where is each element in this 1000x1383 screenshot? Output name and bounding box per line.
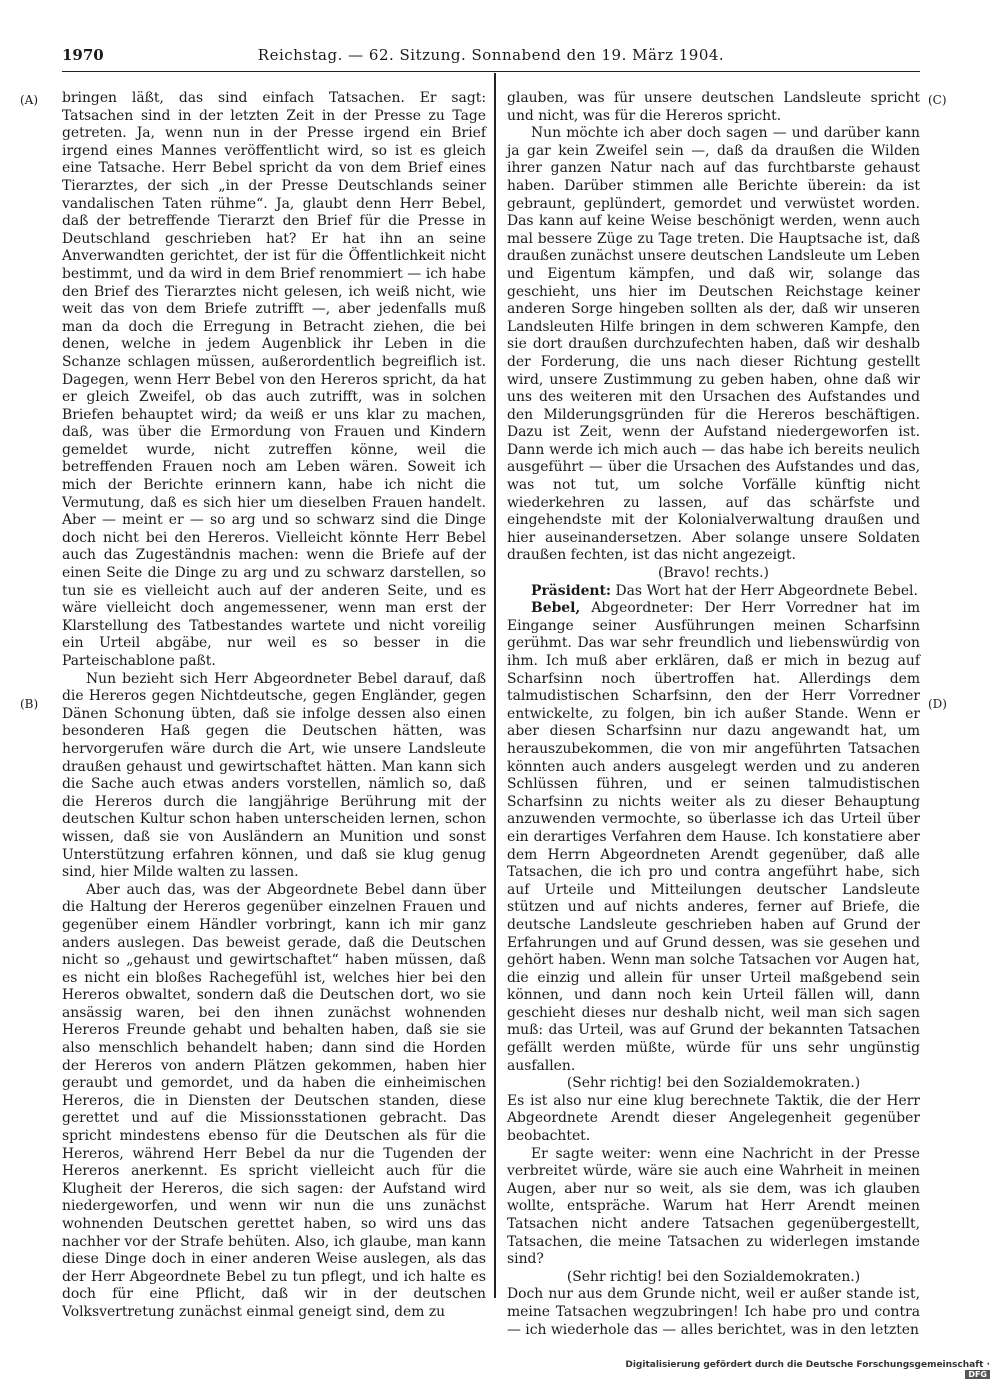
paragraph: Doch nur aus dem Grunde nicht, weil er außer stande ist, meine Tatsachen wegzubringen! Ich habe pro und contra — ich wiederhole das — alles berichtet, was in den letzten <box>507 1286 920 1338</box>
president-statement <box>507 583 920 601</box>
paragraph: Nun bezieht sich Herr Abgeordneter Bebel darauf, daß die Hereros gegen Nichtdeutsche, gegen Engländer, gegen Dänen Schonung übten, daß sie infolge dessen also einen besonderen Haß gegen die Deutschen hätten, was hervorgerufen wäre durch die Art, wie unsere Landsleute draußen gehaust und gewirtschaftet hätten. Man kann sich die Sache auch etwas anders vorstellen, nämlich so, daß die Hereros durch die langjährige Berührung mit der deutschen Kultur schon haben unterscheiden lernen, schon wissen, daß sie von Ausländern an Munition und sonst Unterstützung erfahren können, und daß sie klug genug sind, hier Milde walten zu lassen. <box>62 670 486 881</box>
paragraph: bringen läßt, das sind einfach Tatsachen. Er sagt: Tatsachen sind in der letzten Zeit in der Presse zu Tage getreten. Ja, wenn nun in der Presse irgend ein Brief irgend eines Mannes veröffentlicht wird, so ist es gleich eine Tatsache. Herr Bebel spricht da von dem Brief eines Tierarztes, der sich „in der Presse Deutschlands seiner vandalischen Taten rühme“. Ja, glaubt denn Herr Bebel, daß der betreffende Tierarzt den Brief für die Presse in Deutschland geschrieben hat? Er hat ihn an seine Anverwandten gerichtet, der ist für die Öffentlichkeit nicht bestimmt, und da wird in dem Brief renommiert — ich habe den Brief des Tierarztes nicht gelesen, ich weiß nicht, wie weit das von dem Briefe zutrifft —, aber jedenfalls muß man da doch die Erregung in Betracht ziehen, die bei denen, welche in jedem Augenblick ihr Leben in die Schanze schlagen müssen, außerordentlich begreiflich ist. Dagegen, wenn Herr Bebel von den Hereros spricht, da hat er gleich Zweifel, ob das auch zutrifft, was in solchen Briefen behauptet wird; da weiß er uns klar zu machen, daß, was über die Ermordung von Frauen und Kindern gemeldet wurde, nicht zutreffen könne, weil die betreffenden Frauen noch am Leben wären. Soweit ich mich der Berichte erinnern kann, habe ich nicht die Vermutung, daß es sich hier um dieselben Frauen handelt. Aber — meint er — so arg und so schwarz sind die Dinge doch nicht bei den Hereros. Vielleicht könnte Herr Bebel auch das Zugeständnis machen: wenn die Briefe auf der einen Seite die Dinge zu arg und zu schwarz darstellen, so tun sie es vielleicht auch auf der anderen Seite, und es wäre vielleicht doch angemessener, wenn man erst der Klarstellung des Tatbestandes wartete und nicht voreilig ein Urteil abgäbe, nur weil es so besser in die Parteischablone paßt. <box>62 90 486 669</box>
speech-paragraph <box>507 600 920 1075</box>
margin-marker-d: (D) <box>928 697 947 711</box>
digitization-credit <box>620 1360 990 1379</box>
interjection: (Sehr richtig! bei den Sozialdemokraten.) <box>566 1075 861 1092</box>
speaker-name: Präsident: <box>531 582 612 599</box>
speech-text: Das Wort hat der Herr Abgeordnete Bebel. <box>615 582 918 599</box>
paragraph: glauben, was für unsere deutschen Landsleute spricht und nicht, was für die Hereros spricht. <box>507 90 920 124</box>
speaker-name: Bebel, <box>531 600 581 617</box>
paragraph: Nun möchte ich aber doch sagen — und darüber kann ja gar kein Zweifel sein —, daß da draußen die Wilden ihrer ganzen Natur nach auf das furchtbarste gehaust haben. Darüber stimmen alle Berichte überein: da ist gebraunt, geplündert, gemordet und verwüstet worden. Das kann auf keine Weise beschönigt werden, wenn auch mal bessere Züge zu Tage treten. Die Hauptsache ist, daß draußen zunächst unsere deutschen Landsleute um Leben und Eigentum kämpfen, und daß wir, solange das geschieht, uns hier im Deutschen Reichstage keiner anderen Sorge hingeben sollten als der, daß wir unseren Landsleuten Hilfe bringen in dem schweren Kampfe, den sie dort draußen durchzufechten haben, daß wir deshalb der Forderung, die uns nach dieser Richtung gestellt wird, unsere Zustimmung zu geben haben, ohne daß wir uns des weiteren mit den Ursachen des Aufstandes und den Milderungsgründen für die Hereros beschäftigen. Dazu ist Zeit, wenn der Aufstand niedergeworfen ist. Dann werde ich mich auch — das habe ich bereits neulich ausgeführt — über die Ursachen des Aufstandes und das, was not tut, um solche Vorfälle künftig nicht wiederkehren zu lassen, auf das schärfste und eingehendste mit der Kolonialverwaltung draußen und hier auseinandersetzen. Aber solange unsere Soldaten draußen fechten, ist das nicht angezeigt. <box>507 125 920 564</box>
interjection: (Bravo! rechts.) <box>658 565 769 582</box>
margin-marker-c: (C) <box>928 93 947 107</box>
speech-text: Abgeordneter: Der Herr Vorredner hat im Eingange seiner Ausführungen meinen Scharfsinn gerühmt. Das war sehr freundlich und liebenswürdig von ihm. Ich muß aber erklären, daß er mich in bezug auf Scharfsinn noch übertroffen hat. Allerdings dem talmudistischen Scharfsinn, den der Herr Vorredner entwickelte, zu folgen, bin ich außer Stande. Wenn er aber diesen Scharfsinn nur dazu angewandt hat, um herauszubekommen, die von mir angeführten Tatsachen könnten auch anders ausgelegt werden und zu anderen Schlüssen führen, und er seinen talmudistischen Scharfsinn zu nichts weiter als zu dieser Behauptung anzuwenden vermochte, so überlasse ich das Urteil über ein derartiges Verfahren dem Hause. Ich konstatiere aber dem Herrn Abgeordneten Arendt gegenüber, daß alle Tatsachen, die ich pro und contra angeführt habe, sich auf Urteile und Mitteilungen deutscher Landsleute stützen und auf nichts anderes, ferner auf Briefe, die deutsche Landsleute geschrieben haben auf Grund der Erfahrungen und auf Grund dessen, was sie gesehen und gehört haben. Wenn man solche Tatsachen vor Augen hat, die einzig und allein für unser Urteil maßgebend sein können, und dann noch kein Urteil fällen will, dann geschieht dieses nur deshalb nicht, weil man sich sagen muß: das Urteil, was auf Grund der bekannten Tatsachen gefällt werden müßte, würde für uns sehr ungünstig ausfallen. <box>507 600 920 1074</box>
page-number: 1970 <box>62 46 104 64</box>
paragraph: Er sagte weiter: wenn eine Nachricht in der Presse verbreitet würde, wäre sie auch eine Wahrheit in meinen Augen, aber nur so weit, als sie dem, was ich glauben wollte, entspräche. Warum hat Herr Arendt meinen Tatsachen nicht andere Tatsachen gegenübergestellt, Tatsachen, die meine Tatsachen zu widerlegen imstande sind? <box>507 1145 920 1268</box>
paragraph: Aber auch das, was der Abgeordnete Bebel dann über die Haltung der Hereros gegenüber einzelnen Frauen und gegenüber einem Händler vorbringt, kann ich mir ganz anders auslegen. Das beweist gerade, daß die Deutschen nicht so „gehaust und gewirtschaftet“ haben müssen, daß es nicht ein bloßes Rachegefühl ist, welches hier bei den Hereros obwaltet, sondern daß die Deutschen dort, wo sie ansässig waren, bei den ihnen zunächst wohnenden Hereros Freunde gehabt und behalten haben, daß sie sie also menschlich behandelt haben; dann sind die Horden der Hereros von andern Plätzen gekommen, haben hier geraubt und gemordet, und da haben die einheimischen Hereros, die in Diensten der Deutschen standen, diese gerettet und auf die Missionsstationen gebracht. Das spricht mindestens ebenso für die Deutschen als für die Hereros, während Herr Bebel da nur die Tugenden der Hereros anerkennt. Es spricht vielleicht auch für die Klugheit der Hereros, die sich sagen: der Aufstand wird niedergeworfen, und wenn wir nun die uns zunächst wohnenden Deutschen gerettet haben, so wird uns das nachher vor der Strafe behüten. Also, ich glaube, man kann diese Dinge doch in einer anderen Weise auslegen, als das der Herr Abgeordnete Bebel zu tun pflegt, und ich halte es doch für eine Pflicht, daß wir in der deutschen Volksvertretung zunächst einmal geneigt sind, dem zu <box>62 881 486 1320</box>
header-rule <box>62 71 920 72</box>
credit-text: Digitalisierung gefördert durch die Deutsche Forschungsgemeinschaft · <box>625 1360 990 1370</box>
margin-marker-a: (A) <box>20 93 39 107</box>
left-column <box>62 90 486 1322</box>
right-column <box>507 90 920 1339</box>
margin-marker-b: (B) <box>20 697 39 711</box>
interjection: (Sehr richtig! bei den Sozialdemokraten.) <box>566 1268 861 1285</box>
paragraph: Es ist also nur eine klug berechnete Taktik, die der Herr Abgeordnete Arendt dieser Angelegenheit gegenüber beobachtet. <box>507 1092 920 1145</box>
page-header <box>62 46 920 68</box>
running-title: Reichstag. — 62. Sitzung. Sonnabend den 19. März 1904. <box>257 46 725 64</box>
dfg-logo: DFG <box>965 1370 990 1379</box>
column-divider <box>494 73 496 1298</box>
